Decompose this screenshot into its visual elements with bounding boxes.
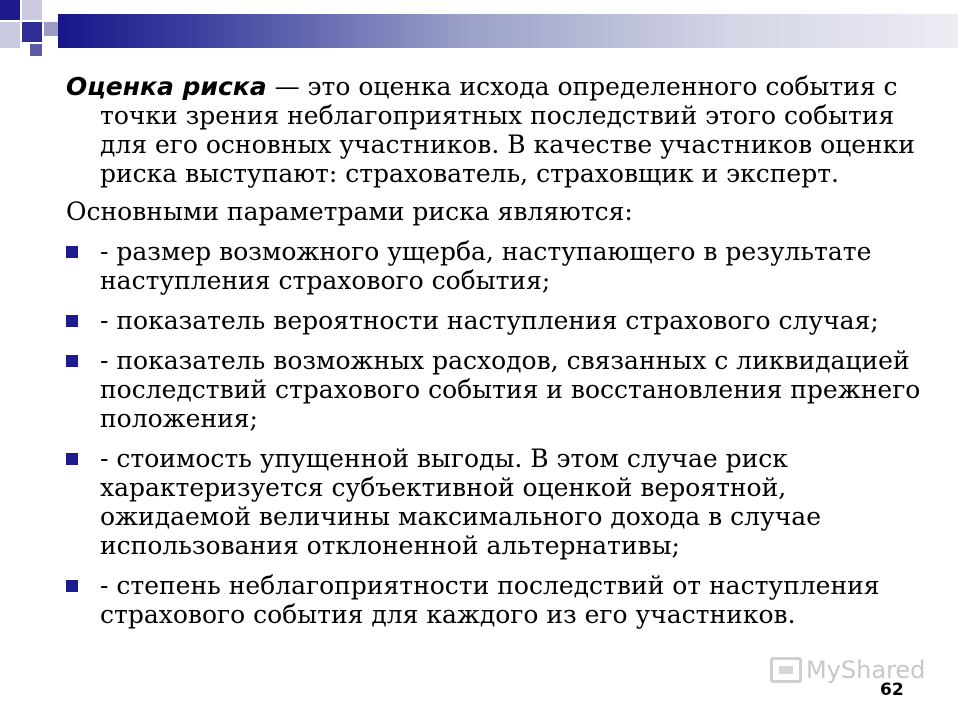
header-square [30, 44, 42, 56]
bullet-square-icon [66, 355, 78, 367]
header-square [22, 0, 42, 20]
bullet-square-icon [66, 315, 78, 327]
watermark-text: MyShared [806, 656, 926, 684]
lead-term: Оценка риска [66, 72, 267, 101]
definition-text: — это оценка исхода определенного события с точки зрения неблагоприятных последствий этого события для его основных участников. В качестве участников оценки риска выступают: страхователь, страховщик и эксперт. [100, 72, 915, 188]
header-square [22, 22, 42, 42]
slide-body [66, 72, 926, 640]
header-square [44, 22, 58, 36]
header-square [0, 22, 20, 48]
bullet-square-icon [66, 246, 78, 258]
params-intro: Основными параметрами риска являются: [66, 197, 633, 226]
list-item [66, 444, 926, 560]
list-item-text: - размер возможного ущерба, наступающего в результате наступления страхового события; [100, 237, 872, 295]
list-item [66, 306, 926, 335]
header-gradient-bar [58, 14, 958, 48]
watermark-logo-icon [770, 657, 802, 683]
bullet-square-icon [66, 580, 78, 592]
list-item-text: - показатель возможных расходов, связанных с ликвидацией последствий страхового события и восстановления прежнего положения; [100, 346, 921, 433]
list-item [66, 237, 926, 295]
definition-paragraph [66, 72, 926, 188]
list-item-text: - показатель вероятности наступления страхового случая; [100, 306, 879, 335]
parameter-list [66, 237, 926, 629]
list-item-text: - степень неблагоприятности последствий от наступления страхового события для каждого из его участников. [100, 571, 880, 629]
page-number: 62 [880, 680, 904, 700]
list-item-text: - стоимость упущенной выгоды. В этом случае риск характеризуется субъективной оценкой вероятной, ожидаемой величины максимального дохода в случае использования отклоненной альтернативы; [100, 444, 821, 560]
list-item [66, 571, 926, 629]
bullet-square-icon [66, 453, 78, 465]
list-item [66, 346, 926, 433]
header-square [0, 0, 20, 20]
